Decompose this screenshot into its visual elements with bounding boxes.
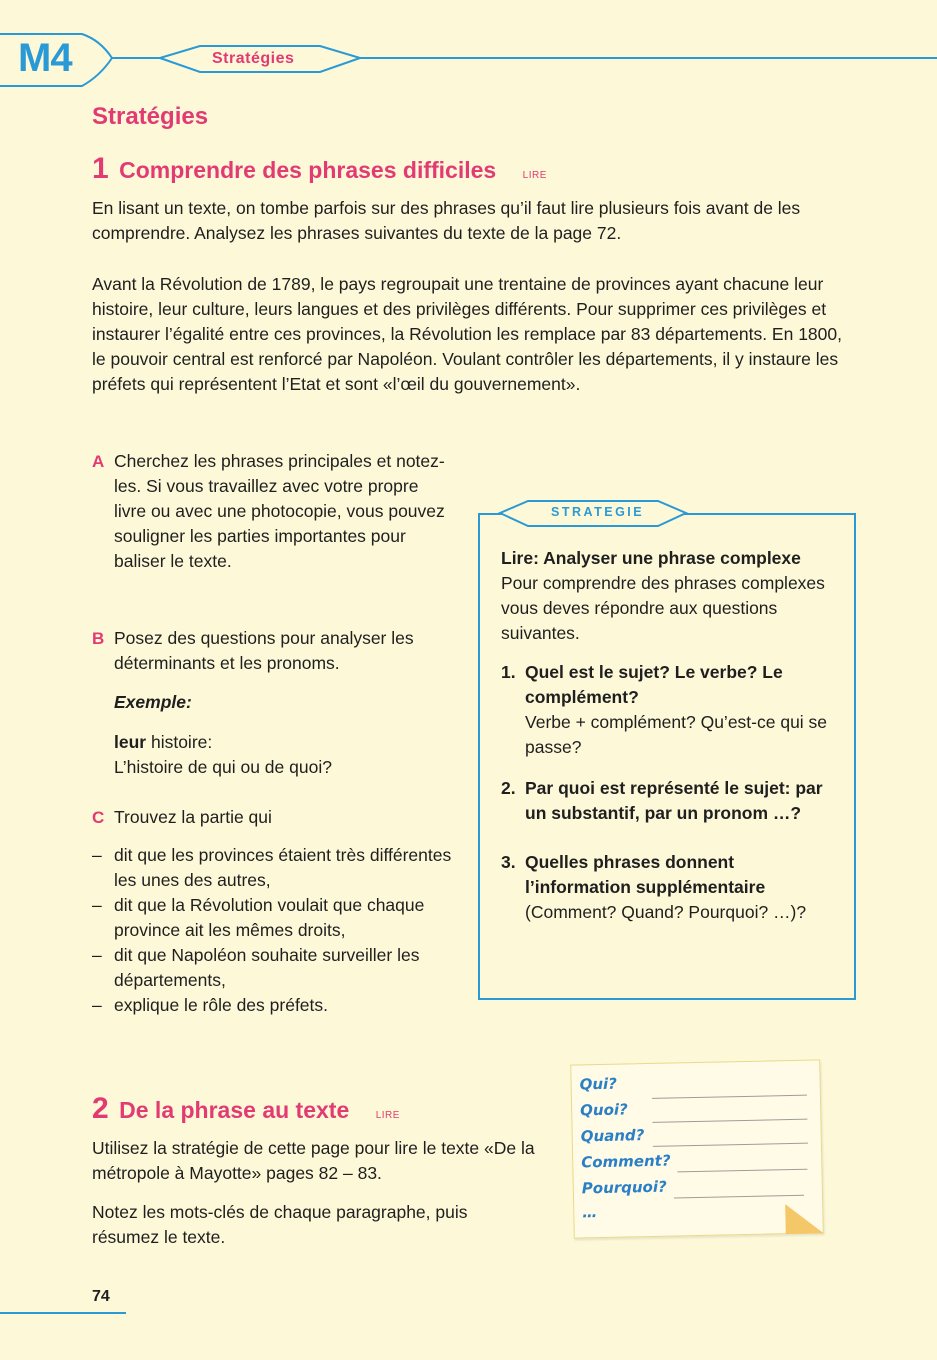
task-c-letter: C xyxy=(92,808,105,827)
task-c xyxy=(92,805,452,830)
section-1-title: Comprendre des phrases difficiles xyxy=(119,157,497,183)
example-label-text: Exemple: xyxy=(114,692,192,712)
task-b xyxy=(92,626,452,676)
page-title: Stratégies xyxy=(92,103,209,130)
page-number-rule xyxy=(0,1312,126,1314)
bullet-text: explique le rôle des préfets. xyxy=(114,995,329,1015)
page-number: 74 xyxy=(92,1288,110,1305)
section-2-paragraph-2: Notez les mots-clés de chaque paragraphe, puis résumez le texte. xyxy=(92,1202,468,1247)
bullet-item xyxy=(92,993,452,1018)
bullet-text: dit que Napoléon souhaite surveiller les départements, xyxy=(114,945,420,990)
example-word: leur xyxy=(114,732,147,752)
bullet-item xyxy=(92,893,452,943)
strategy-content xyxy=(501,546,841,925)
header-banner xyxy=(0,30,937,90)
task-c-bullets xyxy=(92,843,452,1018)
intro-paragraph: En lisant un texte, on tombe parfois sur des phrases qu’il faut lire plusieurs fois avant de les comprendre. Analysez les phrases suivantes du texte de la page 72. xyxy=(92,198,801,243)
strategy-item-question: Quelles phrases donnent l’information supplémentaire xyxy=(525,852,766,897)
strategy-item-number: 2. xyxy=(501,778,516,798)
section-1-heading xyxy=(92,154,547,184)
section-2-paragraph-1: Utilisez la stratégie de cette page pour lire le texte «De la métropole à Mayotte» pages 82 – 83. xyxy=(92,1138,535,1183)
strategy-item-1 xyxy=(501,660,841,760)
example-block xyxy=(114,730,454,780)
bullet-item xyxy=(92,843,452,893)
sticky-answer-line xyxy=(653,1143,808,1147)
bullet-marker: – xyxy=(92,945,102,965)
sticky-answer-line xyxy=(652,1095,807,1099)
bullet-marker: – xyxy=(92,895,102,915)
section-2-tag: LIRE xyxy=(375,1110,400,1121)
task-a xyxy=(92,449,452,574)
strategy-item-question: Quel est le sujet? Le verbe? Le complément? xyxy=(525,662,783,707)
section-1-intro xyxy=(92,196,872,246)
passage-block xyxy=(92,272,852,397)
sticky-answer-line xyxy=(652,1119,807,1123)
section-2-title: De la phrase au texte xyxy=(119,1097,350,1123)
example-question: L’histoire de qui ou de quoi? xyxy=(114,757,332,777)
task-b-letter: B xyxy=(92,629,105,648)
example-rest: histoire: xyxy=(146,732,213,752)
task-a-letter: A xyxy=(92,452,105,471)
strategy-item-3 xyxy=(501,850,841,925)
bullet-marker: – xyxy=(92,995,102,1015)
strategy-item-question: Par quoi est représenté le sujet: par un substantif, par un pronom …? xyxy=(525,778,823,823)
sticky-item: Qui? xyxy=(579,1074,618,1094)
sticky-note-fold xyxy=(785,1203,824,1234)
sticky-answer-line xyxy=(677,1169,807,1173)
section-2-heading xyxy=(92,1094,400,1124)
section-2-number: 2 xyxy=(92,1092,109,1125)
strategy-item-detail: (Comment? Quand? Pourquoi? …)? xyxy=(525,902,807,922)
example-line xyxy=(114,730,454,755)
strategy-intro: Pour comprendre des phrases complexes vous deves répondre aux questions suivantes. xyxy=(501,573,825,643)
bullet-text: dit que les provinces étaient très différentes les unes des autres, xyxy=(114,845,452,890)
sticky-item: Quoi? xyxy=(579,1100,628,1120)
task-a-text: Cherchez les phrases principales et notez-les. Si vous travaillez avec votre propre livre ou avec une photocopie, vous pouvez souligner les parties importantes pour baliser le texte. xyxy=(114,451,445,571)
strategy-label: STRATEGIE xyxy=(551,505,645,519)
task-c-text: Trouvez la partie qui xyxy=(114,807,272,827)
section-1-number: 1 xyxy=(92,152,109,185)
sticky-note xyxy=(570,1059,824,1238)
task-b-text: Posez des questions pour analyser les déterminants et les pronoms. xyxy=(114,628,414,673)
example-label xyxy=(114,690,192,715)
strategy-item-number: 1. xyxy=(501,662,516,682)
bullet-text: dit que la Révolution voulait que chaque province ait les mêmes droits, xyxy=(114,895,425,940)
section-2-text-1 xyxy=(92,1136,547,1186)
sticky-item: Pourquoi? xyxy=(581,1177,667,1198)
section-1-tag: LIRE xyxy=(522,170,547,181)
header-tab-label: Stratégies xyxy=(212,50,295,67)
chapter-code: M4 xyxy=(18,36,72,80)
sticky-item: Quand? xyxy=(580,1126,645,1146)
strategy-item-number: 3. xyxy=(501,852,516,872)
bullet-item xyxy=(92,943,452,993)
section-2-text-2 xyxy=(92,1200,482,1250)
sticky-answer-line xyxy=(674,1195,804,1199)
strategy-heading: Lire: Analyser une phrase complexe xyxy=(501,548,801,568)
bullet-marker: – xyxy=(92,845,102,865)
passage-paragraph: Avant la Révolution de 1789, le pays regroupait une trentaine de provinces ayant chacune leur histoire, leur culture, leurs langues et des privilèges différents. Pour supprimer ces privilèges et instaurer l’égalité entre ces provinces, la Révolution les remplace par 83 départements. En 1800, le pouvoir central est renforcé par Napoléon. Voulant contrôler les départements, il y instaure les préfets qui représentent l’Etat et sont «l’œil du gouvernement». xyxy=(92,274,842,394)
strategy-item-2 xyxy=(501,776,841,826)
sticky-item: Comment? xyxy=(581,1151,671,1172)
sticky-item: … xyxy=(582,1203,598,1222)
strategy-item-detail: Verbe + complément? Qu’est-ce qui se passe? xyxy=(525,712,828,757)
